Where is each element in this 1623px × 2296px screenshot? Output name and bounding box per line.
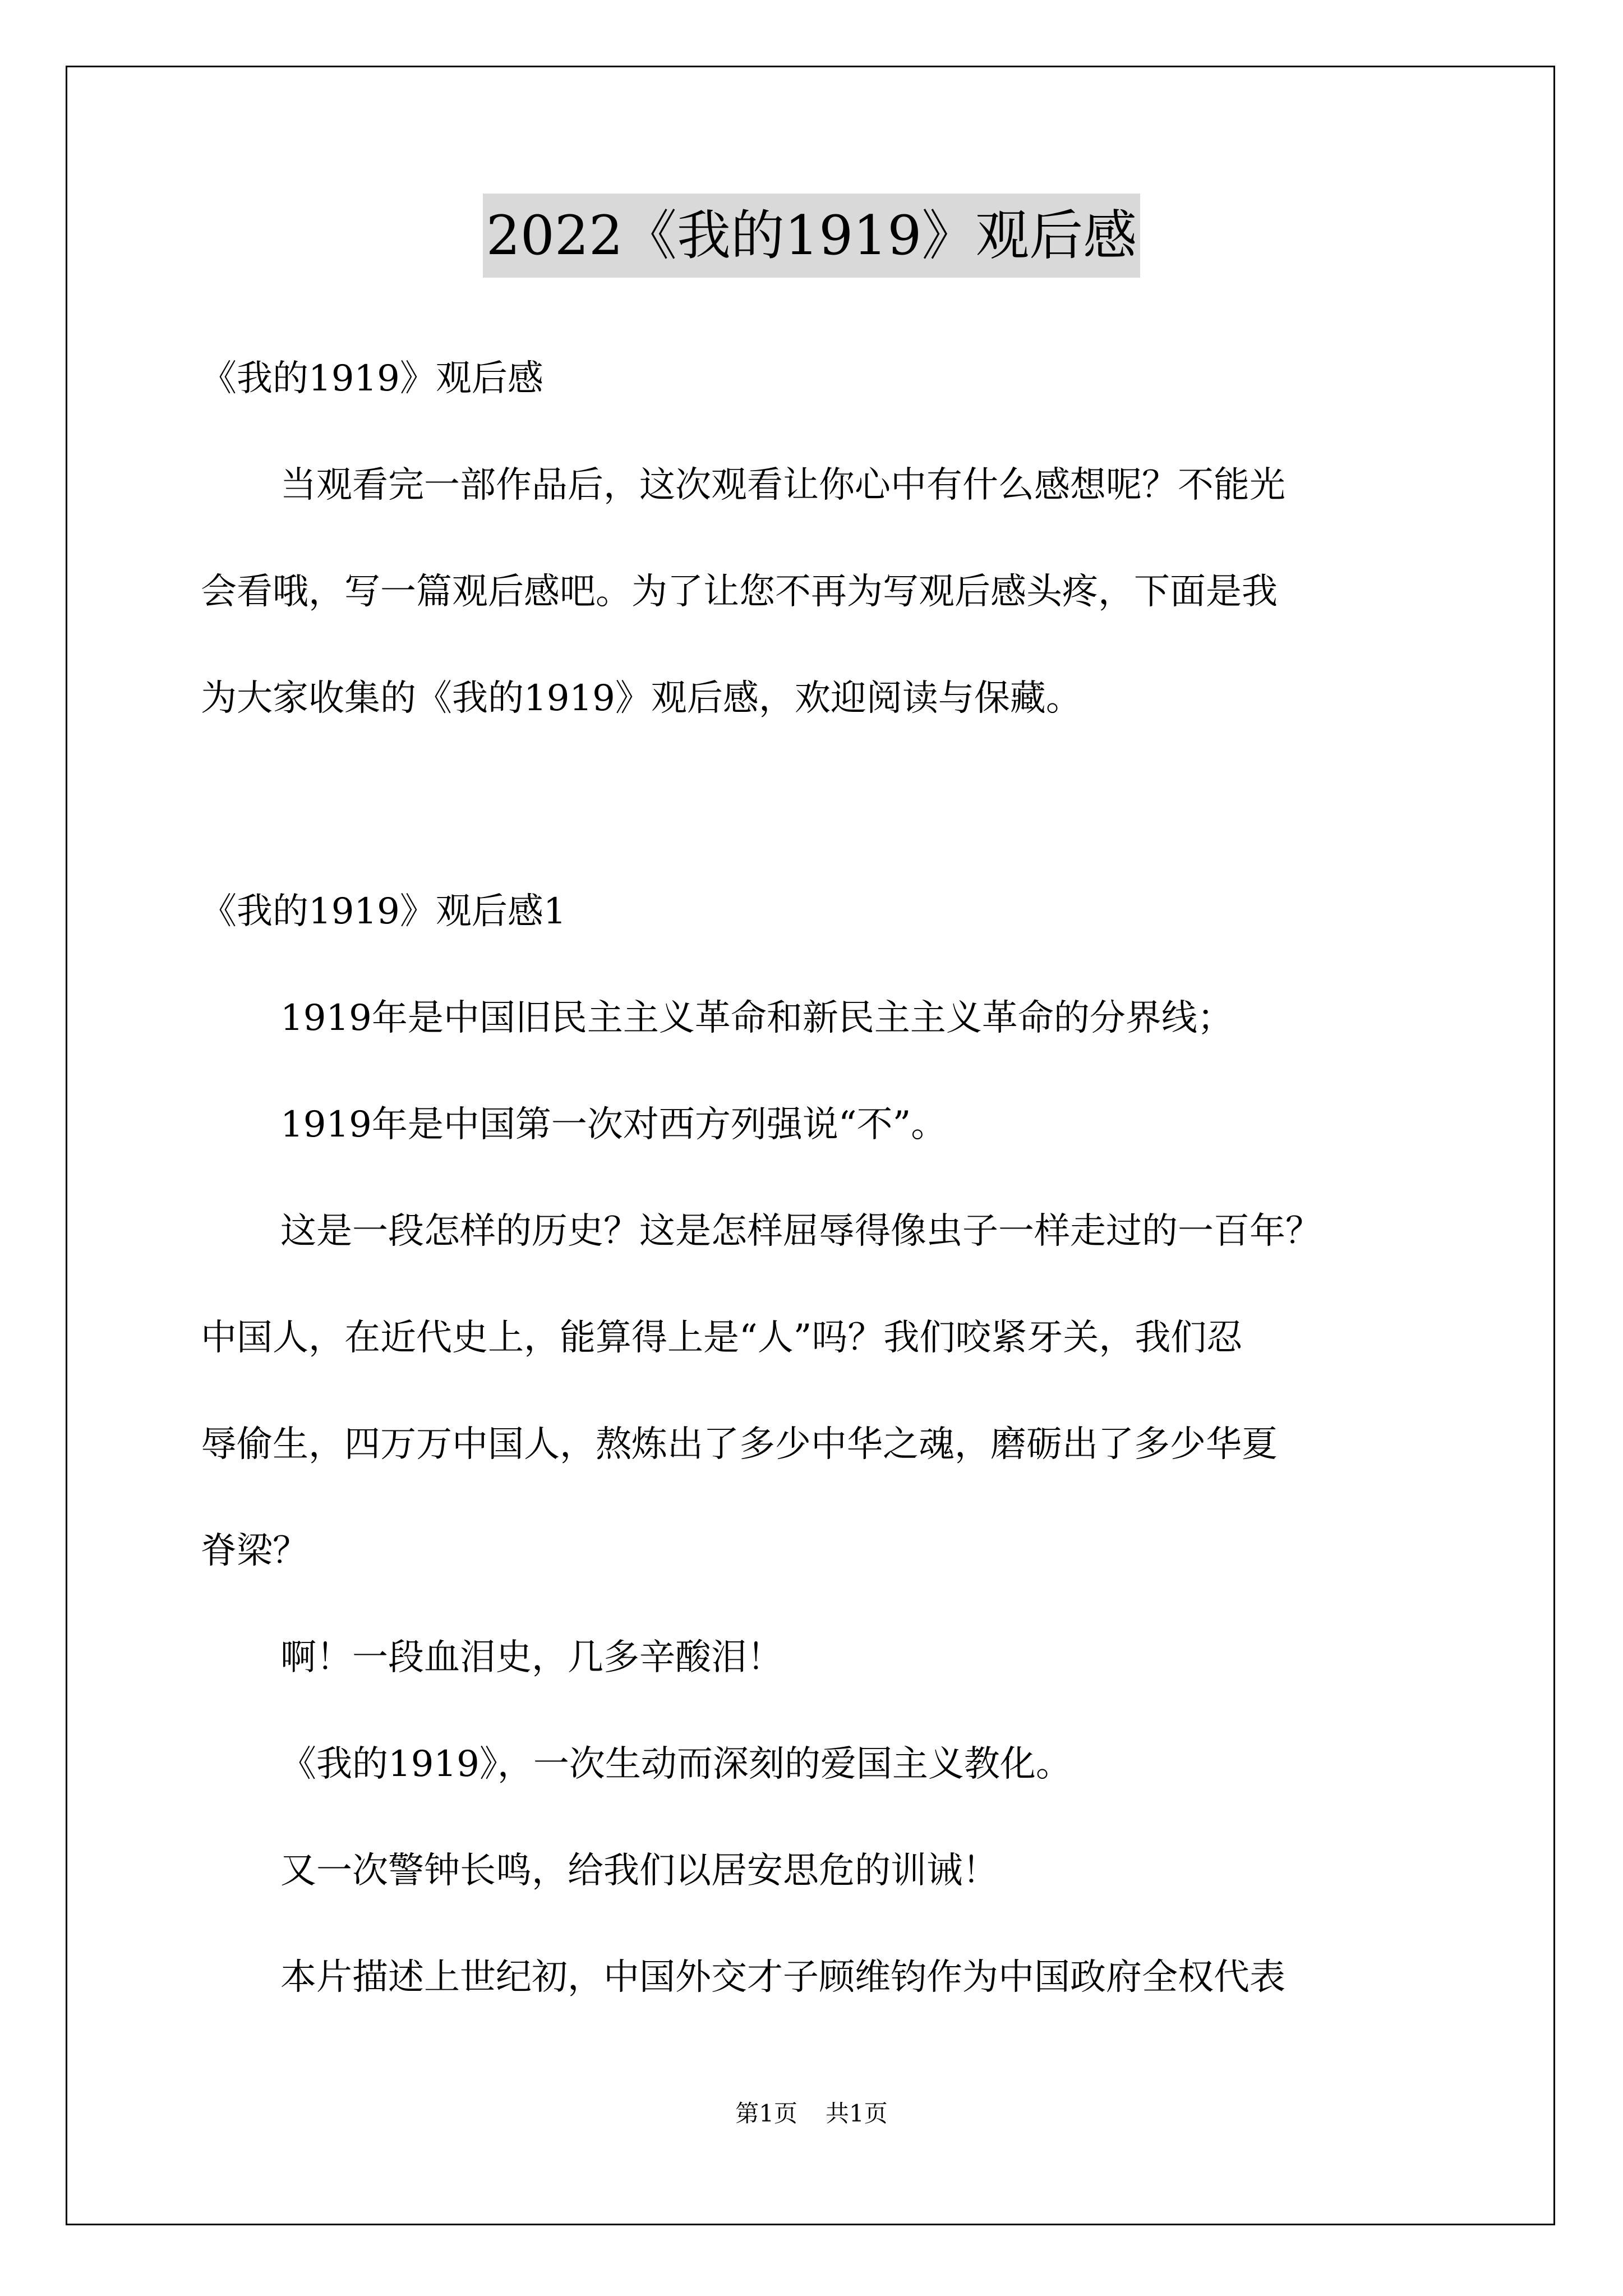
- document-title-wrapper: [0, 194, 1623, 278]
- page-footer: [0, 2097, 1623, 2131]
- section1-line-5: 辱偷生，四万万中国人，熬炼出了多少中华之魂，磨砺出了多少华夏: [201, 1424, 1278, 1465]
- intro-line-2: 会看哦，写一篇观后感吧。为了让您不再为写观后感头疼，下面是我: [201, 571, 1278, 613]
- page-total: 共1页: [826, 2100, 888, 2127]
- intro-line-1: 当观看完一部作品后，这次观看让你心中有什么感想呢？不能光: [280, 464, 1285, 506]
- section1-line-7: 啊！一段血泪史，几多辛酸泪！: [280, 1637, 783, 1678]
- section1-line-3: 这是一段怎样的历史？这是怎样屈辱得像虫子一样走过的一百年？: [280, 1211, 1321, 1252]
- section1-line-1: 1919年是中国旧民主主义革命和新民主主义革命的分界线；: [280, 997, 1233, 1039]
- section1-line-10: 本片描述上世纪初，中国外交才子顾维钧作为中国政府全权代表: [280, 1957, 1285, 1998]
- section1-heading: 《我的1919》观后感1: [201, 891, 566, 932]
- document-title: 2022《我的1919》观后感: [483, 194, 1141, 278]
- section1-line-6: 脊梁？: [201, 1530, 308, 1572]
- page-number: 第1页: [735, 2100, 797, 2127]
- intro-line-3: 为大家收集的《我的1919》观后感，欢迎阅读与保藏。: [201, 678, 1082, 719]
- intro-heading: 《我的1919》观后感: [201, 358, 543, 399]
- section1-line-4: 中国人，在近代史上，能算得上是“人”吗？我们咬紧牙关，我们忍: [201, 1317, 1243, 1359]
- section1-line-8: 《我的1919》，一次生动而深刻的爱国主义教化。: [280, 1743, 1072, 1785]
- section1-line-2: 1919年是中国第一次对西方列强说“不”。: [280, 1104, 947, 1145]
- section1-line-9: 又一次警钟长鸣，给我们以居安思危的训诫！: [280, 1850, 998, 1892]
